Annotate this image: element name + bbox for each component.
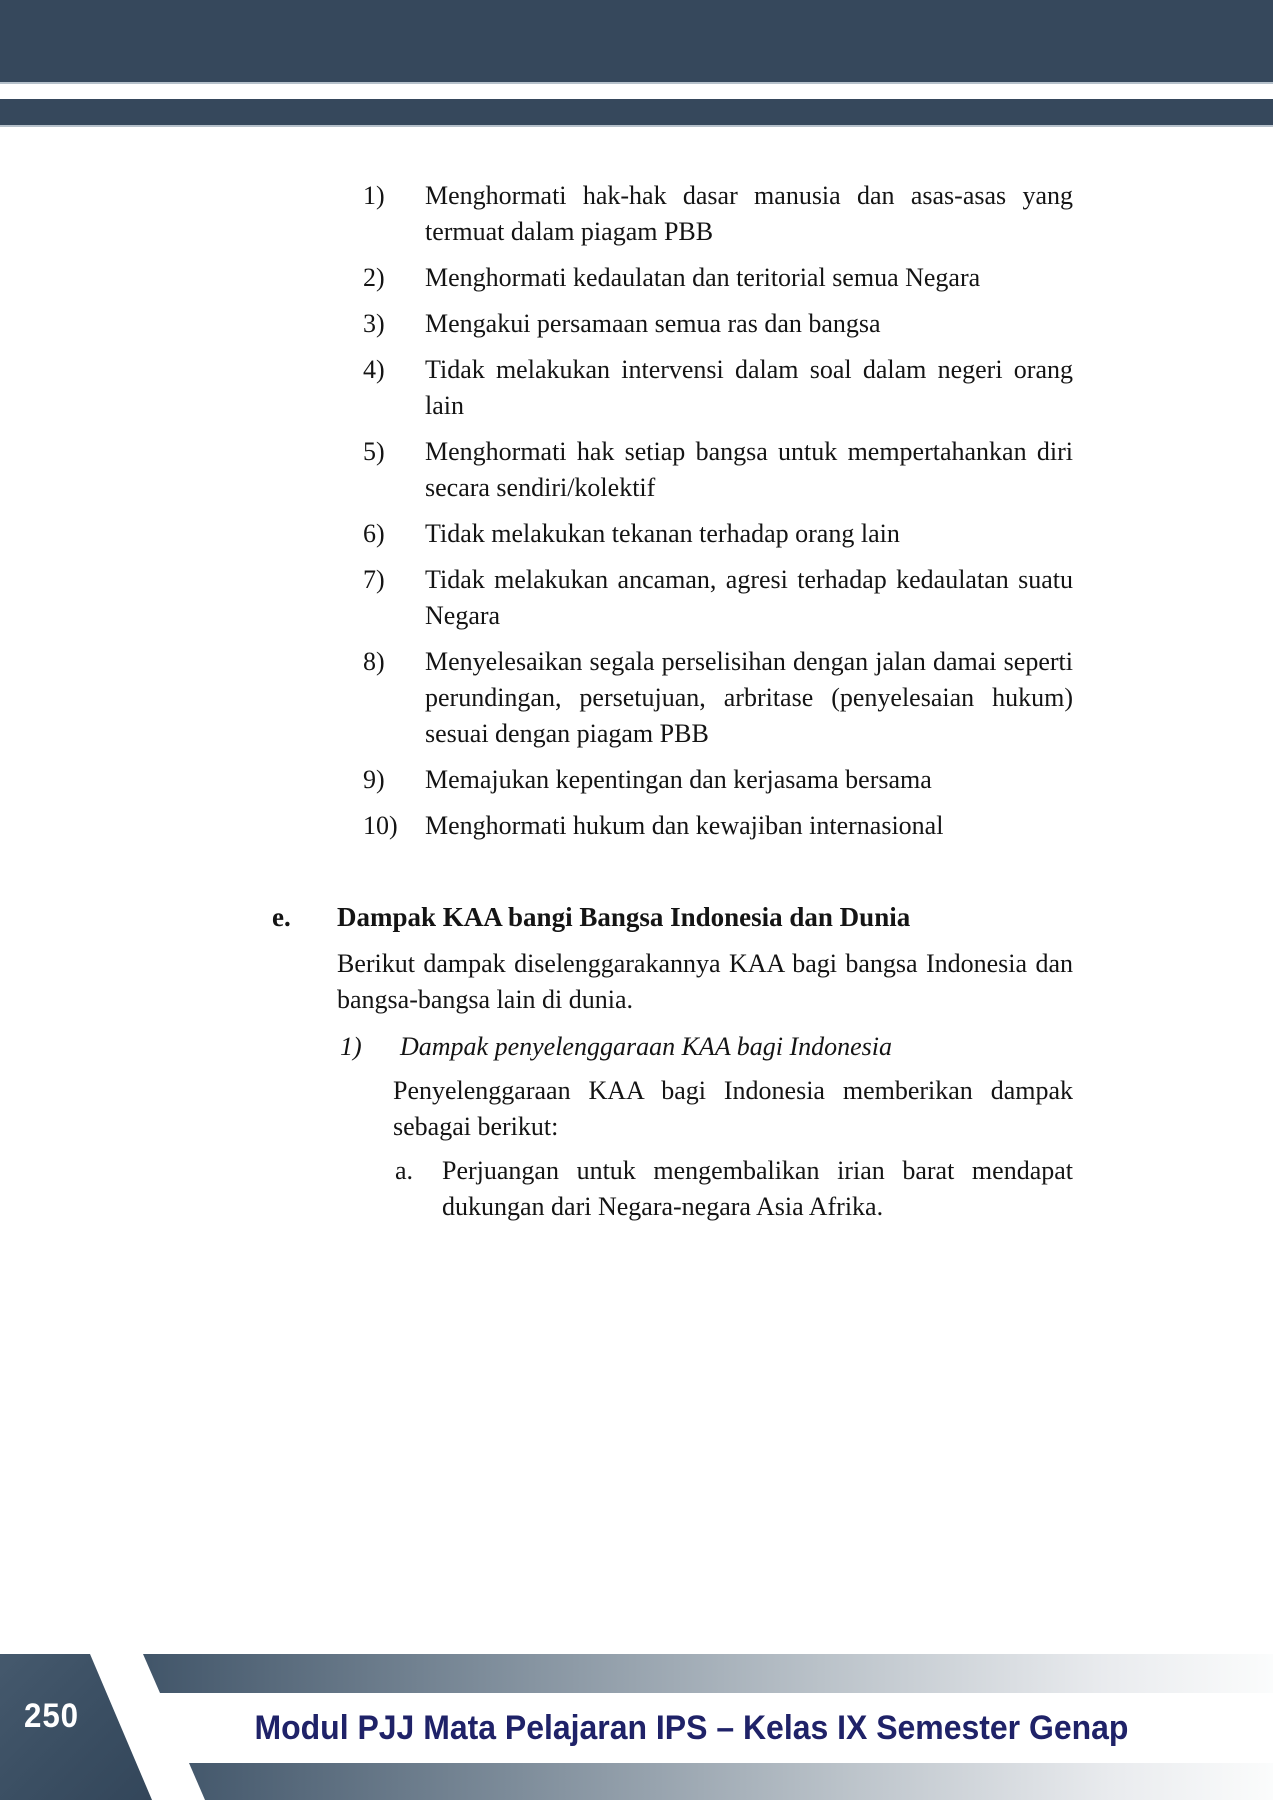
list-item-text: Memajukan kepentingan dan kerjasama bersama xyxy=(425,765,932,794)
list-item-text: Menghormati hak setiap bangsa untuk mempertahankan diri secara sendiri/kolektif xyxy=(425,437,1073,502)
list-item xyxy=(363,178,1073,250)
list-item-text: Mengakui persamaan semua ras dan bangsa xyxy=(425,309,881,338)
page-number: 250 xyxy=(24,1697,79,1735)
list-item-marker: 4) xyxy=(363,355,385,384)
subsection-intro-paragraph: Penyelenggaraan KAA bagi Indonesia memberikan dampak sebagai berikut: xyxy=(393,1076,1073,1141)
section-heading-marker: e. xyxy=(272,902,291,932)
header-bar-secondary xyxy=(0,99,1273,127)
list-item-marker: 10) xyxy=(363,811,398,840)
list-item-text: Tidak melakukan tekanan terhadap orang lain xyxy=(425,519,900,548)
list-item xyxy=(363,352,1073,424)
list-item xyxy=(363,306,1073,342)
header-bar-primary xyxy=(0,0,1273,84)
list-item-marker: 5) xyxy=(363,437,385,466)
list-item-text: Menyelesaikan segala perselisihan dengan jalan damai seperti perundingan, persetujuan, arbritase (penyelesaian hukum) sesuai dengan piagam PBB xyxy=(425,647,1073,748)
list-item xyxy=(363,260,1073,296)
list-item xyxy=(363,762,1073,798)
list-item-marker: 3) xyxy=(363,309,385,338)
list-item xyxy=(363,434,1073,506)
subsection-heading-title: Dampak penyelenggaraan KAA bagi Indonesia xyxy=(400,1032,892,1061)
list-item xyxy=(363,808,1073,844)
footer-gradient-bar-top xyxy=(143,1654,1273,1693)
list-item-marker: 6) xyxy=(363,519,385,548)
list-item-marker: 1) xyxy=(363,181,385,210)
page-content xyxy=(0,178,1273,1235)
list-item-marker: 8) xyxy=(363,647,385,676)
list-item xyxy=(363,516,1073,552)
section-heading xyxy=(272,899,1073,935)
footer-module-title: Modul PJJ Mata Pelajaran IPS – Kelas IX Semester Genap xyxy=(254,1709,1129,1747)
sub-list-item xyxy=(395,1153,1073,1225)
subsection-heading-marker: 1) xyxy=(340,1032,362,1061)
footer-gradient-bar-bottom xyxy=(189,1763,1273,1800)
list-item-marker: 7) xyxy=(363,565,385,594)
section-heading-title: Dampak KAA bangi Bangsa Indonesia dan Dunia xyxy=(337,902,911,932)
sub-list-item-marker: a. xyxy=(395,1156,414,1185)
list-item-marker: 2) xyxy=(363,263,385,292)
subsection-heading xyxy=(340,1029,1073,1065)
list-item-marker: 9) xyxy=(363,765,385,794)
section-intro-paragraph: Berikut dampak diselenggarakannya KAA bagi bangsa Indonesia dan bangsa-bangsa lain di dunia. xyxy=(337,949,1073,1014)
list-item xyxy=(363,644,1073,752)
sub-list-item-text: Perjuangan untuk mengembalikan irian barat mendapat dukungan dari Negara-negara Asia Afrika. xyxy=(442,1156,1073,1221)
list-item-text: Menghormati hak-hak dasar manusia dan asas-asas yang termuat dalam piagam PBB xyxy=(425,181,1073,246)
list-item-text: Tidak melakukan ancaman, agresi terhadap kedaulatan suatu Negara xyxy=(425,565,1073,630)
list-item-text: Menghormati kedaulatan dan teritorial semua Negara xyxy=(425,263,981,292)
list-item xyxy=(363,562,1073,634)
list-item-text: Menghormati hukum dan kewajiban internasional xyxy=(425,811,944,840)
list-item-text: Tidak melakukan intervensi dalam soal dalam negeri orang lain xyxy=(425,355,1073,420)
